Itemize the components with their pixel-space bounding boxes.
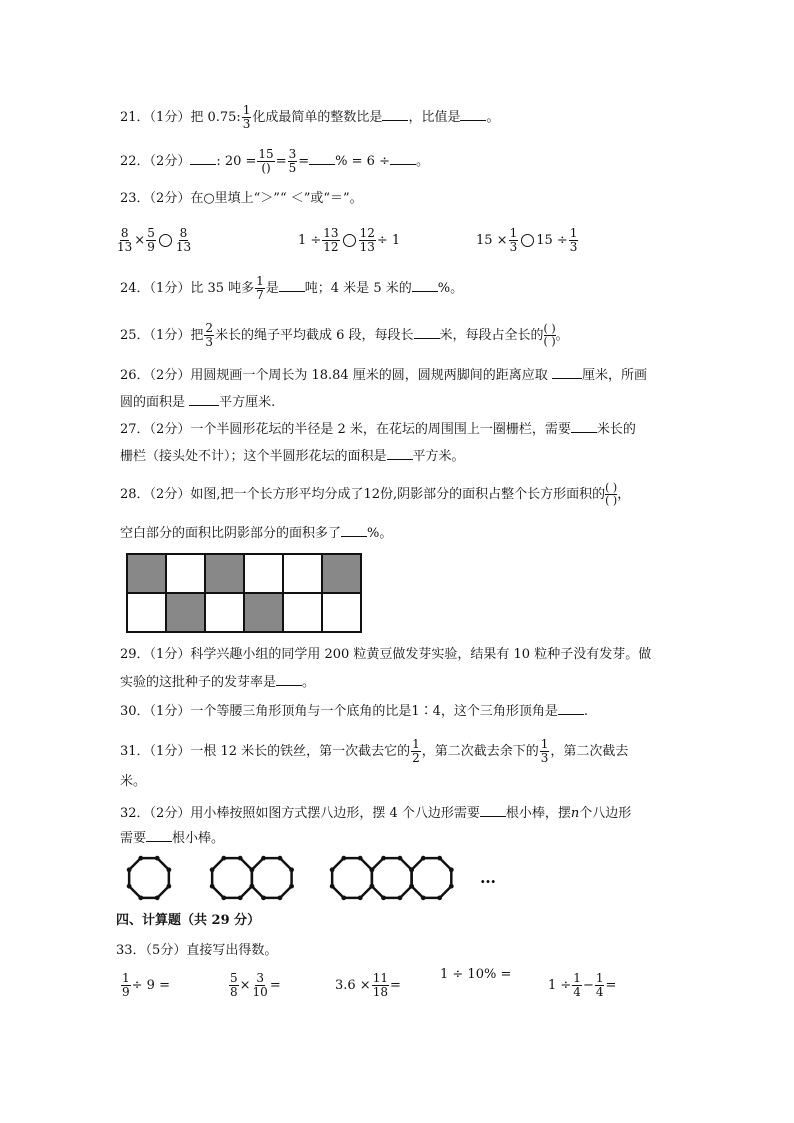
octagon-figure [118,852,508,902]
stick-joint [138,895,143,900]
paren-fraction[interactable]: ( ) ( ) [605,481,618,507]
stick-joint [409,867,414,872]
fraction: $\frac{3}{10}$ [252,971,268,999]
answer-blank[interactable] [190,152,216,165]
fraction: $\frac{3}{5}$ [288,147,297,175]
q26-line-2: 圆的面积是 平方厘米. [120,395,276,410]
grid-cell-blank [322,593,361,632]
stick-joint [278,856,283,861]
stick-joint [166,867,171,872]
q23-expr-2: 1 ÷ $\frac{13}{12}$ $\frac{12}{13}$ ÷ 1 [298,226,401,254]
stick-joint [341,856,346,861]
answer-blank[interactable] [558,702,584,715]
octagon [412,858,452,898]
grid-cell-shaded [127,554,166,593]
stick-joint [421,856,426,861]
q32-line-1: 32．（2分）用小棒按照如图方式摆八边形，摆 4 个八边形需要 根小棒，摆n个八边形 [120,806,632,821]
compare-circle[interactable] [521,234,534,247]
stick-joint [398,895,403,900]
fraction: $\frac{8}{13}$ [175,226,192,254]
grid-cell-shaded [205,554,244,593]
q27-line-2: 栅栏（接头处不计）；这个半圆形花坛的面积是 平方米。 [120,449,465,464]
fraction: $\frac{11}{18}$ [372,971,388,999]
stick-joint [289,867,294,872]
stick-joint [155,856,160,861]
stick-joint [210,867,215,872]
stick-joint [369,884,374,889]
stick-joint [330,884,335,889]
compare-circle[interactable] [343,234,356,247]
fraction: $\frac{1}{4}$ [595,971,604,999]
octagon [212,858,252,898]
fraction: $\frac{15}{()}$ [258,147,274,175]
stick-joint [221,895,226,900]
grid-cell-blank [283,593,322,632]
q24: 24．（1分）比 35 吨多 $\frac{1}{7}$ 是 吨；4 米是 5 米的 %。 [120,274,464,302]
answer-blank[interactable] [460,108,486,121]
q33-expr-e: 1 ÷ $\frac{1}{4}$ − $\frac{1}{4}$ = [548,971,617,999]
answer-blank[interactable] [146,829,172,842]
answer-blank[interactable] [276,673,302,686]
stick-joint [261,856,266,861]
fraction: $\frac{1}{4}$ [573,971,581,999]
answer-blank[interactable] [279,279,305,292]
q33-expr-b: $\frac{5}{8}$ × $\frac{3}{10}$ = [230,971,281,999]
answer-blank[interactable] [387,447,413,460]
stick-joint [398,856,403,861]
stick-joint [358,895,363,900]
fraction: $\frac{2}{3}$ [205,321,213,349]
grid-cell-shaded [244,593,283,632]
fraction: $\frac{5}{9}$ [147,226,155,254]
answer-blank[interactable] [341,524,367,537]
grid-cell-shaded [166,593,205,632]
q32-line-2: 需要 根小棒。 [120,831,225,846]
q33-expr-c: 3.6 × $\frac{11}{18}$ = [335,971,401,999]
octagon [332,858,372,898]
stick-joint [127,884,132,889]
paren-fraction[interactable]: ( ) ( ) [543,322,556,348]
grid-row [127,554,361,593]
q31-line-1: 31．（1分）一根 12 米长的铁丝，第一次截去它的 $\frac{1}{2}$ ，第二次截去余下的 $\frac{1}{3}$ ，第二次截去 [120,737,629,765]
q21: 21．（1分）把 0.75: $\frac{1}{3}$ 化成最简单的整数比是 ，比值是 。 [120,103,500,131]
answer-blank[interactable] [480,804,506,817]
stick-joint [369,867,374,872]
stick-joint [330,867,335,872]
stick-joint [138,856,143,861]
q23-expr-1: $\frac{8}{13}$ × $\frac{5}{9}$ $\frac{8}{13}$ [117,226,192,254]
answer-blank[interactable] [414,326,440,339]
octagon [129,858,169,898]
stick-joint [437,895,442,900]
q27-line-1: 27．（2分）一个半圆形花坛的半径是 2 米，在花坛的周围围上一圈栅栏，需要 米长的 [120,422,636,437]
answer-blank[interactable] [412,279,438,292]
stick-joint [210,884,215,889]
stick-joint [449,884,454,889]
stick-joint [341,895,346,900]
q26-line-1: 26．（2分）用圆规画一个周长为 18.84 厘米的圆，圆规两脚间的距离应取 厘米，所画 [120,368,647,383]
fraction: $\frac{13}{12}$ [323,226,339,254]
stick-joint [381,856,386,861]
q23: 23．（2分）在○里填上“＞”“ ＜”或“＝”。 [120,191,363,206]
stick-joint [221,856,226,861]
answer-blank[interactable] [189,393,219,406]
grid-cell-blank [244,554,283,593]
fraction: $\frac{1}{3}$ [540,737,549,765]
q25: 25．（1分）把 $\frac{2}{3}$ 米长的绳子平均截成 6 段，每段长 米，每段占全长的 ( ) ( ) 。 [120,321,569,349]
fraction: $\frac{5}{8}$ [230,971,238,999]
answer-blank[interactable] [382,108,408,121]
grid-cell-blank [283,554,322,593]
compare-circle[interactable] [159,234,172,247]
fraction: $\frac{1}{3}$ [569,226,578,254]
q33: 33．（5分）直接写出得数。 [116,943,278,958]
fraction: $\frac{1}{3}$ [242,103,251,131]
ellipsis: … [480,868,496,887]
stick-joint [166,884,171,889]
q31-line-2: 米。 [120,774,147,789]
stick-joint [249,884,254,889]
stick-joint [358,856,363,861]
q29-line-2: 实验的这批种子的发芽率是 。 [120,675,316,690]
fraction: $\frac{8}{13}$ [117,226,133,254]
q33-expr-a: $\frac{1}{9}$ ÷ 9 = [122,971,170,999]
stick-joint [409,884,414,889]
stick-joint [127,867,132,872]
stick-joint [381,895,386,900]
fraction: $\frac{1}{9}$ [122,971,130,999]
stick-joint [421,895,426,900]
stick-joint [289,884,294,889]
q22: 22．（2分） : 20 = $\frac{15}{()}$ = $\frac{3}{5}$ = % = 6 ÷ 。 [120,147,429,175]
rectangle-grid-figure [126,553,362,633]
grid-row [127,593,361,632]
grid-cell-blank [205,593,244,632]
stick-joint [437,856,442,861]
stick-joint [238,856,243,861]
stick-joint [278,895,283,900]
stick-joint [155,895,160,900]
section-heading: 四、计算题（共 29 分） [116,913,261,928]
answer-blank[interactable] [571,420,597,433]
q29-line-1: 29．（1分）科学兴趣小组的同学用 200 粒黄豆做发芽实验，结果有 10 粒种子没有发芽。做 [120,647,652,662]
octagon [252,858,292,898]
grid-cell-shaded [322,554,361,593]
fraction: $\frac{1}{3}$ [509,226,518,254]
answer-blank[interactable] [552,366,582,379]
q28-line-1: 28．（2分）如图,把一个长方形平均分成了12份,阴影部分的面积占整个长方形面积的 ( ) ( ) ， [120,481,631,507]
q30: 30．（1分）一个等腰三角形顶角与一个底角的比是1∶4，这个三角形顶角是 . [120,704,588,719]
answer-blank[interactable] [309,152,335,165]
octagon [372,858,412,898]
answer-blank[interactable] [390,152,416,165]
stick-joint [449,867,454,872]
grid-cell-blank [166,554,205,593]
q33-expr-d: 1 ÷ 10% = [440,967,512,982]
stick-joint [261,895,266,900]
fraction: $\frac{1}{7}$ [256,274,264,302]
fraction: $\frac{12}{13}$ [359,226,375,254]
stick-joint [249,867,254,872]
stick-joint [238,895,243,900]
q23-expr-3: 15 × $\frac{1}{3}$ 15 ÷ $\frac{1}{3}$ [476,226,578,254]
grid-cell-blank [127,593,166,632]
q28-line-2: 空白部分的面积比阴影部分的面积多了 %。 [120,526,393,541]
fraction: $\frac{1}{2}$ [412,737,420,765]
